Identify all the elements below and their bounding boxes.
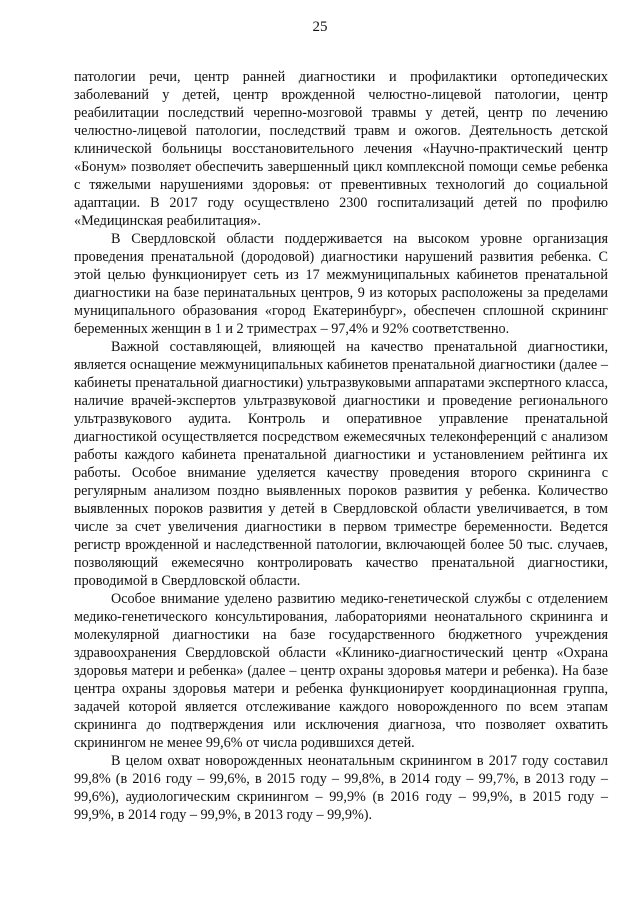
paragraph-ultrasound-equipment: Важной составляющей, влияющей на качество пренатальной диагностики, является оснащение межмуниципальных кабинетов пренатальной диагностики (далее – кабинеты пренатальной диагностики) ультразвуковыми аппаратами экспертного класса, наличие врачей-экспертов ультразвуковой диагностики и проведение регионального ультразвукового аудита. Контроль и оперативное управление пренатальной диагностикой осуществляется посредством ежемесячных телеконференций с анализом работы каждого кабинета пренатальной диагностики и установлением рейтинга их работы. Особое внимание уделяется качеству проведения второго скрининга с регулярным анализом поздно выявленных пороков развития у ребенка. Количество выявленных пороков развития у детей в Свердловской области увеличивается, в том числе за счет увеличения диагностики в первом триместре беременности. Ведется регистр врожденной и наследственной патологии, включающей более 50 тыс. случаев, позволяющий ежемесячно контролировать качество пренатальной диагностики, проводимой в Свердловской области. [74,339,608,589]
paragraph-prenatal-diagnostics: В Свердловской области поддерживается на высоком уровне организация проведения пренатальной (дородовой) диагностики нарушений развития ребенка. С этой целью функционирует сеть из 17 межмуниципальных кабинетов пренатальной диагностики на базе перинатальных центров, 9 из которых расположены за пределами муниципального образования «город Екатеринбург», обеспечен сплошной скрининг беременных женщин в 1 и 2 триместрах – 97,4% и 92% соответственно. [74,231,608,337]
paragraph-screening-coverage: В целом охват новорожденных неонатальным скринингом в 2017 году составил 99,8% (в 2016 году – 99,6%, в 2015 году – 99,8%, в 2014 году – 99,7%, в 2013 году – 99,6%), аудиологическим скринингом – 99,9% (в 2016 году – 99,9%, в 2015 году – 99,9%, в 2014 году – 99,9%, в 2013 году – 99,9%). [74,753,608,823]
document-body [74,68,608,824]
page-number: 25 [312,19,328,35]
paragraph-medical-genetics: Особое внимание уделено развитию медико-генетической службы с отделением медико-генетического консультирования, лабораториями неонатального скрининга и молекулярной диагностики на базе государственного бюджетного учреждения здравоохранения Свердловской области «Клинико-диагностический центр «Охрана здоровья матери и ребенка» (далее – центр охраны здоровья матери и ребенка). На базе центра охраны здоровья матери и ребенка функционирует координационная группа, задачей которой является отслеживание каждого новорожденного по всем этапам скрининга до подтверждения или исключения диагноза, что позволяет охватить скринингом не менее 99,6% от числа родившихся детей. [74,591,608,751]
paragraph-rehabilitation-centers: патологии речи, центр ранней диагностики и профилактики ортопедических заболеваний у детей, центр врожденной челюстно-лицевой патологии, центр реабилитации последствий черепно-мозговой травмы у детей, центр по лечению челюстно-лицевой патологии, последствий травм и ожогов. Деятельность детской клинической больницы восстановительного лечения «Научно-практический центр «Бонум» позволяет обеспечить завершенный цикл комплексной помощи семье ребенка с тяжелыми нарушениями здоровья: от превентивных технологий до социальной адаптации. В 2017 году осуществлено 2300 госпитализаций детей по профилю «Медицинская реабилитация». [74,69,608,229]
